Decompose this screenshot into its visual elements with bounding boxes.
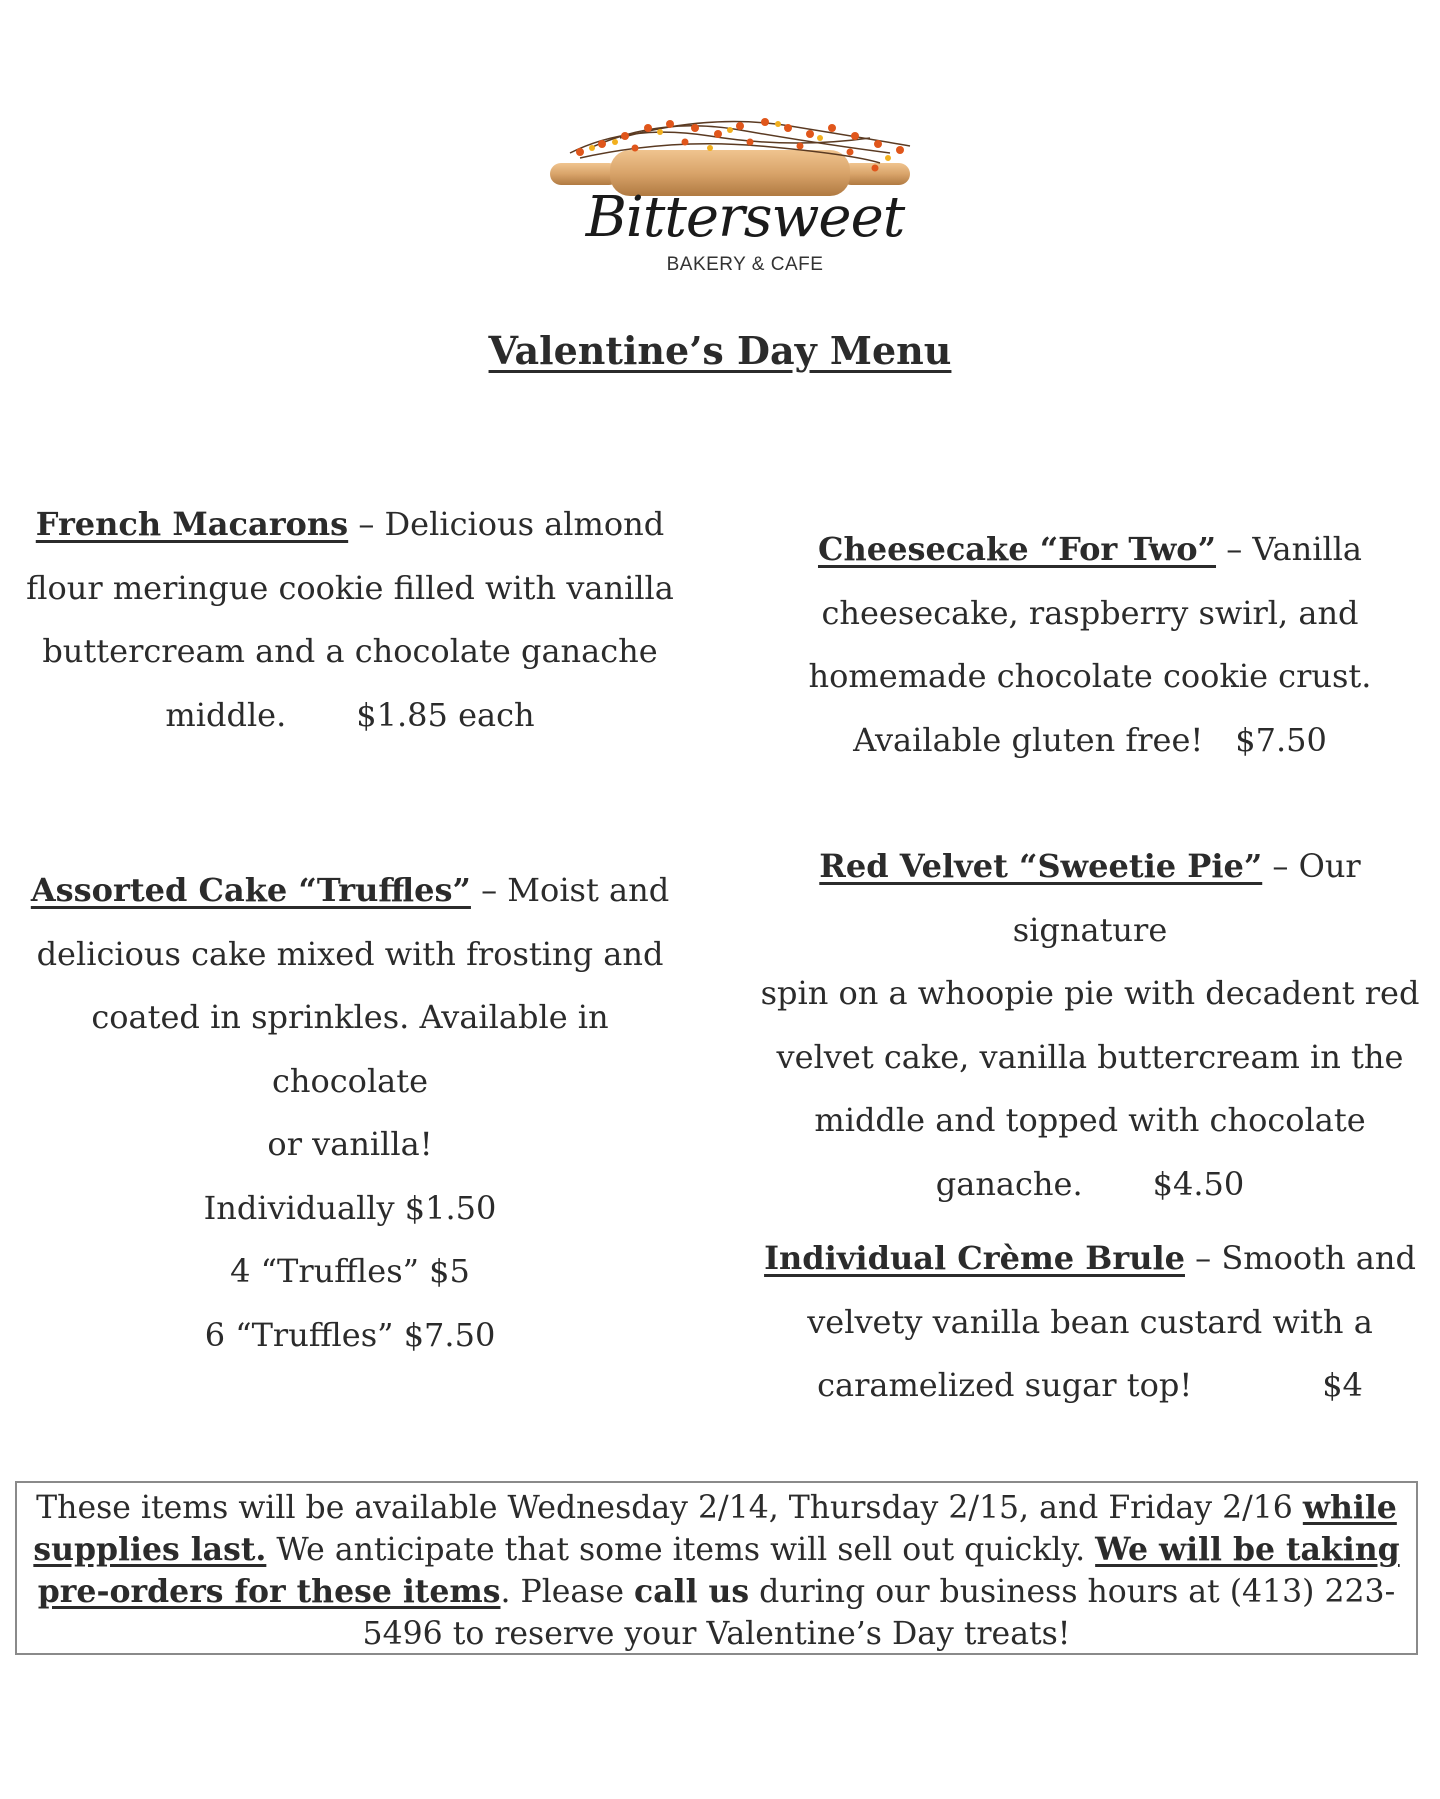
item-creme-brule <box>760 1227 1420 1418</box>
notice-text: We anticipate that some items will sell out quickly. <box>266 1532 1096 1568</box>
item-desc: spin on a whoopie pie with decadent red <box>760 974 1420 1012</box>
item-line <box>20 859 680 923</box>
item-desc: flour meringue cookie filled with vanilla <box>26 568 674 607</box>
item-name: French Macarons <box>35 505 349 543</box>
notice-bold: call us <box>634 1573 750 1610</box>
notice-text: during our business hours at (413) 223-5496 to reserve your Valentine’s Day treats! <box>362 1574 1396 1652</box>
item-cake-truffles <box>20 859 680 1367</box>
item-desc: delicious cake mixed with frosting and <box>36 934 664 973</box>
dash: – <box>470 871 508 909</box>
item-line <box>760 1227 1420 1291</box>
notice-emphasis: while supplies last. <box>33 1489 1397 1568</box>
item-desc: or vanilla! <box>267 1125 433 1163</box>
item-desc: velvety vanilla bean custard with a <box>807 1302 1373 1341</box>
item-price: Individually $1.50 <box>203 1188 497 1227</box>
logo-subtitle: BAKERY & CAFE <box>666 254 824 275</box>
item-name: Assorted Cake “Truffles” <box>30 871 471 909</box>
notice-text: These items will be available Wednesday 2/14, Thursday 2/15, and Friday 2/16 <box>36 1490 1303 1526</box>
item-desc: Delicious almond <box>384 505 665 543</box>
item-price: $1.85 each <box>356 695 535 734</box>
item-desc: coated in sprinkles. Available in chocolate <box>91 998 609 1100</box>
dash: – <box>1262 847 1299 885</box>
item-price: $4 <box>1322 1366 1363 1404</box>
item-line <box>760 1354 1420 1418</box>
item-desc: Smooth and <box>1221 1239 1416 1277</box>
item-french-macarons <box>20 493 680 747</box>
item-desc: Our signature <box>1012 847 1361 949</box>
item-line <box>760 709 1420 773</box>
menu-title: Valentine’s Day Menu <box>488 328 952 373</box>
item-price: 6 “Truffles” $7.50 <box>204 1315 496 1354</box>
item-line <box>20 684 680 748</box>
dash: – <box>1184 1239 1222 1277</box>
item-price: $4.50 <box>1152 1164 1245 1203</box>
availability-notice <box>15 1481 1418 1655</box>
logo-wordmark: Bittersweet <box>585 185 905 250</box>
item-name: Cheesecake “For Two” <box>817 530 1217 568</box>
item-desc: Moist and <box>507 871 670 909</box>
bakery-logo <box>510 108 950 278</box>
item-price: 4 “Truffles” $5 <box>230 1252 470 1290</box>
item-sweetie-pie <box>760 835 1420 1216</box>
item-desc: ganache. <box>935 1164 1083 1203</box>
item-line <box>760 518 1420 582</box>
item-desc: Available gluten free! <box>853 720 1204 759</box>
item-desc: homemade chocolate cookie crust. <box>808 657 1372 695</box>
item-name: Red Velvet “Sweetie Pie” <box>819 847 1263 885</box>
item-line <box>760 1153 1420 1217</box>
item-desc: buttercream and a chocolate ganache <box>42 632 658 670</box>
item-line <box>760 835 1420 962</box>
dash: – <box>348 505 385 543</box>
item-cheesecake <box>760 518 1420 772</box>
item-desc: middle. <box>165 695 287 734</box>
dash: – <box>1216 530 1253 568</box>
notice-text: . Please <box>500 1574 635 1610</box>
item-price: $7.50 <box>1235 720 1327 759</box>
item-desc: Vanilla <box>1252 530 1362 568</box>
item-desc: caramelized sugar top! <box>817 1366 1193 1404</box>
item-desc: velvet cake, vanilla buttercream in the <box>776 1037 1404 1076</box>
notice-emphasis: We will be taking pre-orders for these items <box>37 1531 1400 1610</box>
item-desc: cheesecake, raspberry swirl, and <box>821 593 1359 632</box>
item-name: Individual Crème Brule <box>764 1239 1185 1277</box>
item-desc: middle and topped with chocolate <box>814 1101 1366 1139</box>
item-line <box>20 493 680 557</box>
